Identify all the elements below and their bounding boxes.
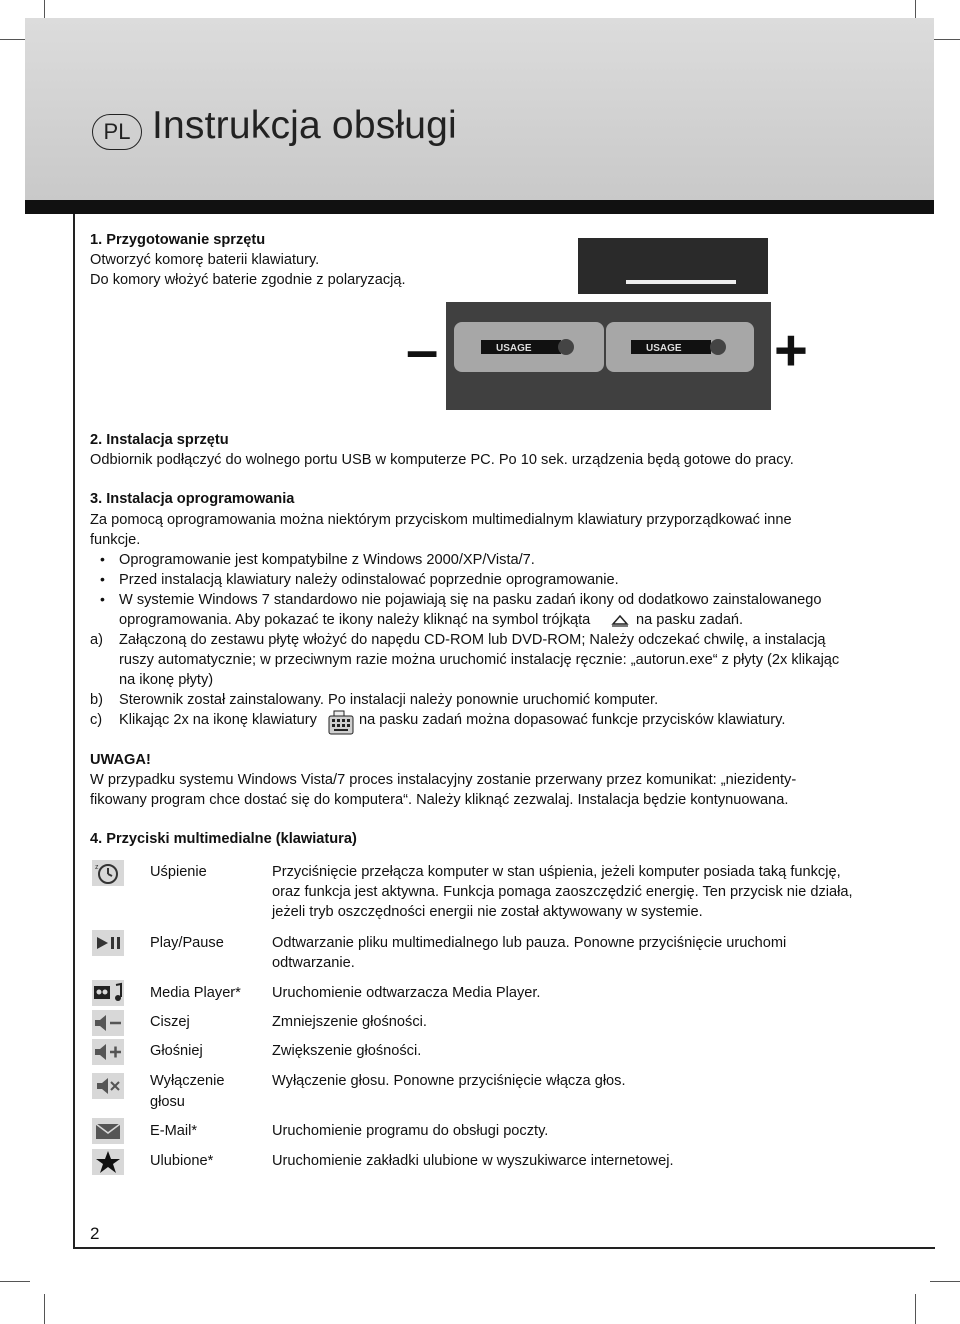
section-2-heading: 2. Instalacja sprzętu bbox=[90, 432, 229, 448]
favorites-star-icon bbox=[92, 1149, 124, 1175]
left-rule bbox=[73, 214, 75, 1248]
button-description: odtwarzanie. bbox=[272, 955, 355, 971]
warning-line: fikowany program chce dostać się do komputera“. Należy kliknąć zezwalaj. Instalacja będzie kontynuowana. bbox=[90, 792, 789, 808]
svg-text:z: z bbox=[95, 864, 99, 871]
email-icon bbox=[92, 1118, 124, 1144]
section-1-line: Do komory włożyć baterie zgodnie z polaryzacją. bbox=[90, 272, 406, 288]
keyboard-tray-icon bbox=[328, 710, 354, 736]
button-name: głosu bbox=[150, 1094, 185, 1110]
media-player-icon bbox=[92, 980, 124, 1006]
header-bar bbox=[25, 200, 934, 214]
volume-down-icon bbox=[92, 1010, 124, 1036]
step-label-a: a) bbox=[90, 632, 103, 648]
step-label-b: b) bbox=[90, 692, 103, 708]
button-description: Zmniejszenie głośności. bbox=[272, 1014, 427, 1030]
sleep-icon bbox=[92, 860, 124, 886]
step-label-c: c) bbox=[90, 712, 103, 728]
bullet-item: W systemie Windows 7 standardowo nie pojawiają się na pasku zadań ikony od dodatkowo zainstalowanego bbox=[119, 592, 822, 608]
button-name: Uśpienie bbox=[150, 864, 207, 880]
step-b-line: Sterownik został zainstalowany. Po instalacji należy ponownie uruchomić komputer. bbox=[119, 692, 659, 708]
section-2-line: Odbiornik podłączyć do wolnego portu USB w komputerze PC. Po 10 sek. urządzenia będą gotowe do pracy. bbox=[90, 452, 794, 468]
button-description: Przyciśnięcie przełącza komputer w stan uśpienia, jeżeli komputer posiada taką funkcję, bbox=[272, 864, 841, 880]
button-name: Głośniej bbox=[150, 1043, 203, 1059]
button-description: jeżeli tryb oszczędności energii nie został aktywowany w systemie. bbox=[272, 904, 703, 920]
bottom-rule bbox=[73, 1247, 935, 1249]
section-3-intro: funkcje. bbox=[90, 532, 141, 548]
crop-mark bbox=[915, 1294, 916, 1324]
triangle-symbol-icon bbox=[611, 613, 629, 627]
button-description: Zwiększenie głośności. bbox=[272, 1043, 422, 1059]
button-description: Odtwarzanie pliku multimedialnego lub pauza. Ponowne przyciśnięcie uruchomi bbox=[272, 935, 787, 951]
battery-compartment-photo bbox=[446, 232, 771, 410]
step-a-line: Załączoną do zestawu płytę włożyć do napędu CD-ROM lub DVD-ROM; Należy odczekać chwilę, a instalacją bbox=[119, 632, 826, 648]
step-c-line: Klikając 2x na ikonę klawiatury bbox=[119, 712, 317, 728]
language-badge: PL bbox=[92, 114, 142, 150]
bullet-item-continuation: na pasku zadań. bbox=[636, 612, 744, 628]
section-3-heading: 3. Instalacja oprogramowania bbox=[90, 491, 295, 507]
volume-up-icon bbox=[92, 1039, 124, 1065]
step-c-line: na pasku zadań można dopasować funkcje przycisków klawiatury. bbox=[359, 712, 786, 728]
bullet-dot: • bbox=[100, 571, 105, 587]
button-name: Play/Pause bbox=[150, 935, 224, 951]
step-a-line: na ikonę płyty) bbox=[119, 672, 214, 688]
battery-label: USAGE bbox=[646, 343, 682, 354]
section-3-intro: Za pomocą oprogramowania można niektórym przyciskom multimedialnym klawiatury przyporządkować inne bbox=[90, 512, 792, 528]
bullet-item: Oprogramowanie jest kompatybilne z Windows 2000/XP/Vista/7. bbox=[119, 552, 535, 568]
bullet-item-continuation: oprogramowania. Aby pokazać te ikony należy kliknąć na symbol trójkąta bbox=[119, 612, 591, 628]
crop-mark bbox=[930, 39, 960, 40]
button-description: Uruchomienie zakładki ulubione w wyszukiwarce internetowej. bbox=[272, 1153, 674, 1169]
mute-icon bbox=[92, 1073, 124, 1099]
section-4-heading: 4. Przyciski multimedialne (klawiatura) bbox=[90, 831, 357, 847]
play-pause-icon bbox=[92, 930, 124, 956]
plus-sign: + bbox=[774, 318, 808, 383]
button-description: oraz funkcja jest aktywna. Funkcja pomaga zaoszczędzić energię. Ten przycisk nie działa, bbox=[272, 884, 853, 900]
crop-mark bbox=[930, 1281, 960, 1282]
button-name: Wyłączenie bbox=[150, 1073, 225, 1089]
button-name: Ulubione* bbox=[150, 1153, 214, 1169]
crop-mark bbox=[44, 1294, 45, 1324]
crop-mark bbox=[0, 1281, 30, 1282]
page-number: 2 bbox=[90, 1224, 100, 1243]
warning-line: W przypadku systemu Windows Vista/7 proces instalacyjny zostanie przerwany przez komunikat: „niezidenty- bbox=[90, 772, 797, 788]
button-name: Media Player* bbox=[150, 985, 241, 1001]
battery-label: USAGE bbox=[496, 343, 532, 354]
page-title: Instrukcja obsługi bbox=[152, 104, 457, 147]
section-1-heading: 1. Przygotowanie sprzętu bbox=[90, 232, 266, 248]
button-description: Wyłączenie głosu. Ponowne przyciśnięcie włącza głos. bbox=[272, 1073, 626, 1089]
button-name: Ciszej bbox=[150, 1014, 190, 1030]
button-description: Uruchomienie odtwarzacza Media Player. bbox=[272, 985, 541, 1001]
bullet-item: Przed instalacją klawiatury należy odinstalować poprzednie oprogramowanie. bbox=[119, 572, 619, 588]
button-name: E-Mail* bbox=[150, 1123, 198, 1139]
section-1-line: Otworzyć komorę baterii klawiatury. bbox=[90, 252, 320, 268]
button-description: Uruchomienie programu do obsługi poczty. bbox=[272, 1123, 549, 1139]
warning-heading: UWAGA! bbox=[90, 752, 151, 768]
bullet-dot: • bbox=[100, 551, 105, 567]
bullet-dot: • bbox=[100, 591, 105, 607]
step-a-line: ruszy automatycznie; w przeciwnym razie można uruchomić instalację ręcznie: „autorun.exe“ z płyty (2x klikając bbox=[119, 652, 840, 668]
minus-sign: – bbox=[406, 318, 439, 383]
